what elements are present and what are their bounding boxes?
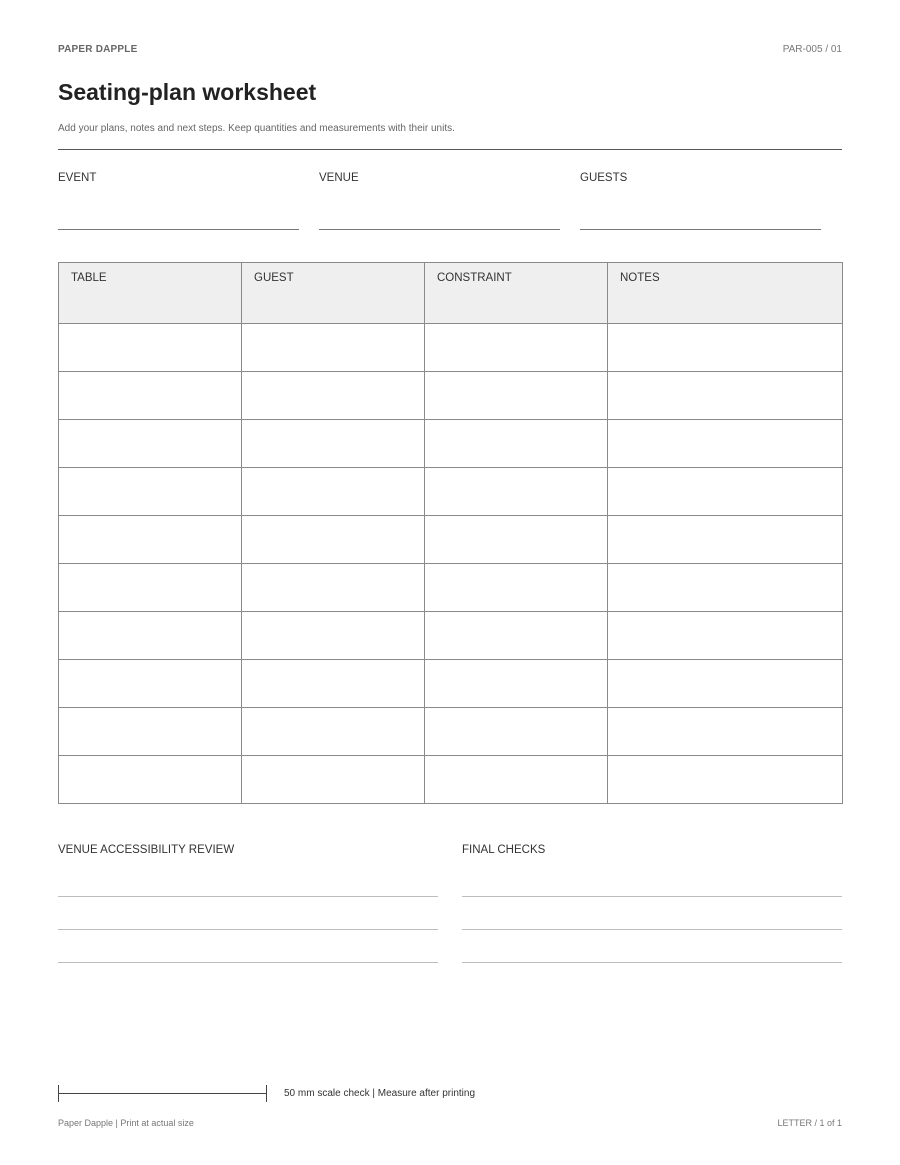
table-cell-table[interactable] [59,660,242,708]
column-header-table: TABLE [59,263,242,324]
table-cell-guest[interactable] [242,708,425,756]
venue-accessibility-review-section [58,844,438,856]
table-cell-table[interactable] [59,756,242,804]
write-line[interactable] [58,962,438,963]
write-line[interactable] [462,962,842,963]
venue-field-label: VENUE [319,172,359,184]
venue-field[interactable] [319,172,560,184]
scale-bar-end-tick [266,1085,267,1102]
table-row [59,324,843,372]
event-field-label: EVENT [58,172,97,184]
table-cell-constraint[interactable] [425,468,608,516]
table-cell-notes[interactable] [608,324,843,372]
table-row [59,660,843,708]
final-checks-label: FINAL CHECKS [462,844,546,856]
table-cell-notes[interactable] [608,708,843,756]
table-cell-constraint[interactable] [425,660,608,708]
table-cell-notes[interactable] [608,420,843,468]
table-cell-table[interactable] [59,324,242,372]
table-cell-table[interactable] [59,612,242,660]
event-write-line[interactable] [58,229,299,230]
table-row [59,708,843,756]
table-cell-notes[interactable] [608,516,843,564]
table-row [59,516,843,564]
table-row [59,372,843,420]
table-row [59,612,843,660]
column-header-guest: GUEST [242,263,425,324]
table-cell-guest[interactable] [242,372,425,420]
write-line[interactable] [58,896,438,897]
table-cell-constraint[interactable] [425,420,608,468]
final-checks-section [462,844,842,856]
table-row [59,564,843,612]
table-cell-notes[interactable] [608,564,843,612]
header-divider [58,149,842,150]
footer-right: LETTER / 1 of 1 [777,1118,842,1128]
guests-field[interactable] [580,172,821,184]
table-cell-notes[interactable] [608,756,843,804]
table-cell-guest[interactable] [242,660,425,708]
table-row [59,756,843,804]
table-cell-guest[interactable] [242,324,425,372]
venue-accessibility-review-label: VENUE ACCESSIBILITY REVIEW [58,844,235,856]
page-subtitle: Add your plans, notes and next steps. Keep quantities and measurements with their units. [58,123,455,134]
table-cell-table[interactable] [59,420,242,468]
scale-bar-start-tick [58,1085,59,1102]
table-cell-constraint[interactable] [425,516,608,564]
guests-write-line[interactable] [580,229,821,230]
document-id: PAR-005 / 01 [782,44,842,55]
table-cell-table[interactable] [59,516,242,564]
table-cell-guest[interactable] [242,420,425,468]
scale-bar [58,1085,267,1103]
table-header-row [59,263,843,324]
table-cell-notes[interactable] [608,612,843,660]
table-cell-guest[interactable] [242,564,425,612]
table-row [59,468,843,516]
page-title: Seating-plan worksheet [58,79,317,105]
scale-check-text: 50 mm scale check | Measure after printing [284,1088,476,1099]
table-cell-constraint[interactable] [425,612,608,660]
table-cell-notes[interactable] [608,660,843,708]
write-line[interactable] [462,896,842,897]
table-cell-notes[interactable] [608,372,843,420]
table-cell-constraint[interactable] [425,564,608,612]
scale-bar-line [58,1093,267,1094]
table-cell-table[interactable] [59,708,242,756]
guests-field-label: GUESTS [580,172,628,184]
table-row [59,420,843,468]
table-cell-constraint[interactable] [425,756,608,804]
table-cell-guest[interactable] [242,612,425,660]
column-header-notes: NOTES [608,263,843,324]
footer-left: Paper Dapple | Print at actual size [58,1118,194,1128]
table-cell-constraint[interactable] [425,708,608,756]
table-cell-guest[interactable] [242,756,425,804]
table-cell-constraint[interactable] [425,324,608,372]
brand-name: PAPER DAPPLE [58,44,138,55]
table-cell-guest[interactable] [242,468,425,516]
table-cell-notes[interactable] [608,468,843,516]
write-line[interactable] [462,929,842,930]
table-body [59,324,843,804]
venue-write-line[interactable] [319,229,560,230]
table-cell-table[interactable] [59,468,242,516]
table-cell-table[interactable] [59,372,242,420]
event-field[interactable] [58,172,299,184]
column-header-constraint: CONSTRAINT [425,263,608,324]
table-cell-table[interactable] [59,564,242,612]
write-line[interactable] [58,929,438,930]
seating-table [58,262,843,804]
table-cell-constraint[interactable] [425,372,608,420]
table-cell-guest[interactable] [242,516,425,564]
